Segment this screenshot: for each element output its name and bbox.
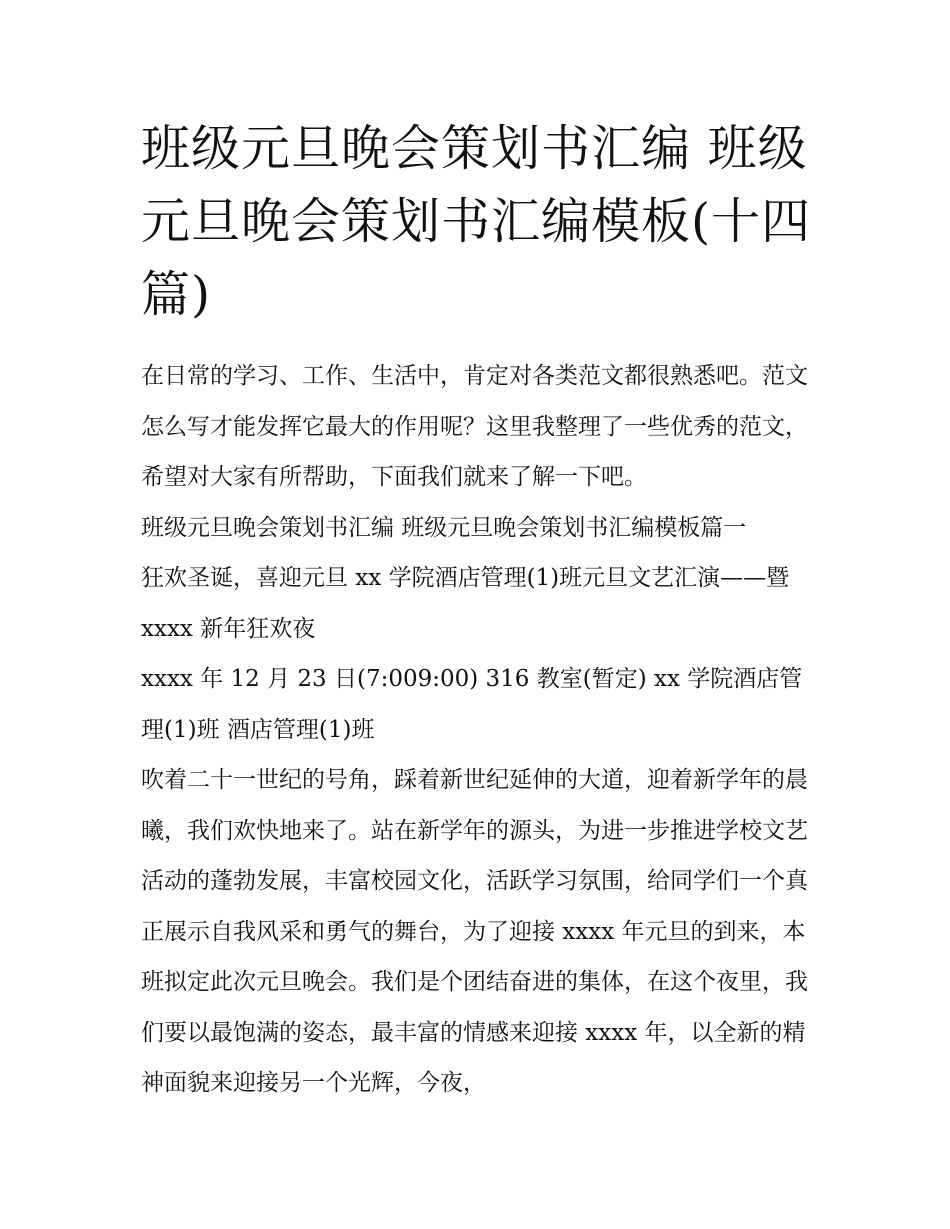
paragraph-event-details: xxxx 年 12 月 23 日(7:009:00) 316 教室(暂定) xx 学院酒店管理(1)班 酒店管理(1)班	[141, 666, 803, 743]
paragraph-section-heading: 班级元旦晚会策划书汇编 班级元旦晚会策划书汇编模板篇一	[141, 514, 747, 541]
document-title: 班级元旦晚会策划书汇编 班级元旦晚会策划书汇编模板(十四篇)	[141, 120, 812, 323]
paragraph-event-theme: 狂欢圣诞，喜迎元旦 xx 学院酒店管理(1)班元旦文艺汇演——暨 xxxx 新年狂欢夜	[141, 565, 790, 642]
document-body	[141, 351, 813, 1109]
document-page	[141, 112, 813, 1109]
paragraph-intro: 在日常的学习、工作、生活中，肯定对各类范文都很熟悉吧。范文怎么写才能发挥它最大的作用呢？这里我整理了一些优秀的范文，希望对大家有所帮助，下面我们就来了解一下吧。	[141, 363, 808, 490]
paragraph-background: 吹着二十一世纪的号角，踩着新世纪延伸的大道，迎着新学年的晨曦，我们欢快地来了。站在新学年的源头，为进一步推进学校文艺活动的蓬勃发展，丰富校园文化，活跃学习氛围，给同学们一个真正展示自我风采和勇气的舞台，为了迎接 xxxx 年元旦的到来，本班拟定此次元旦晚会。我们是个团结奋进的集体，在这个夜里，我们要以最饱满的姿态，最丰富的情感来迎接 xxxx 年，以全新的精神面貌来迎接另一个光辉，今夜，	[141, 767, 808, 1096]
